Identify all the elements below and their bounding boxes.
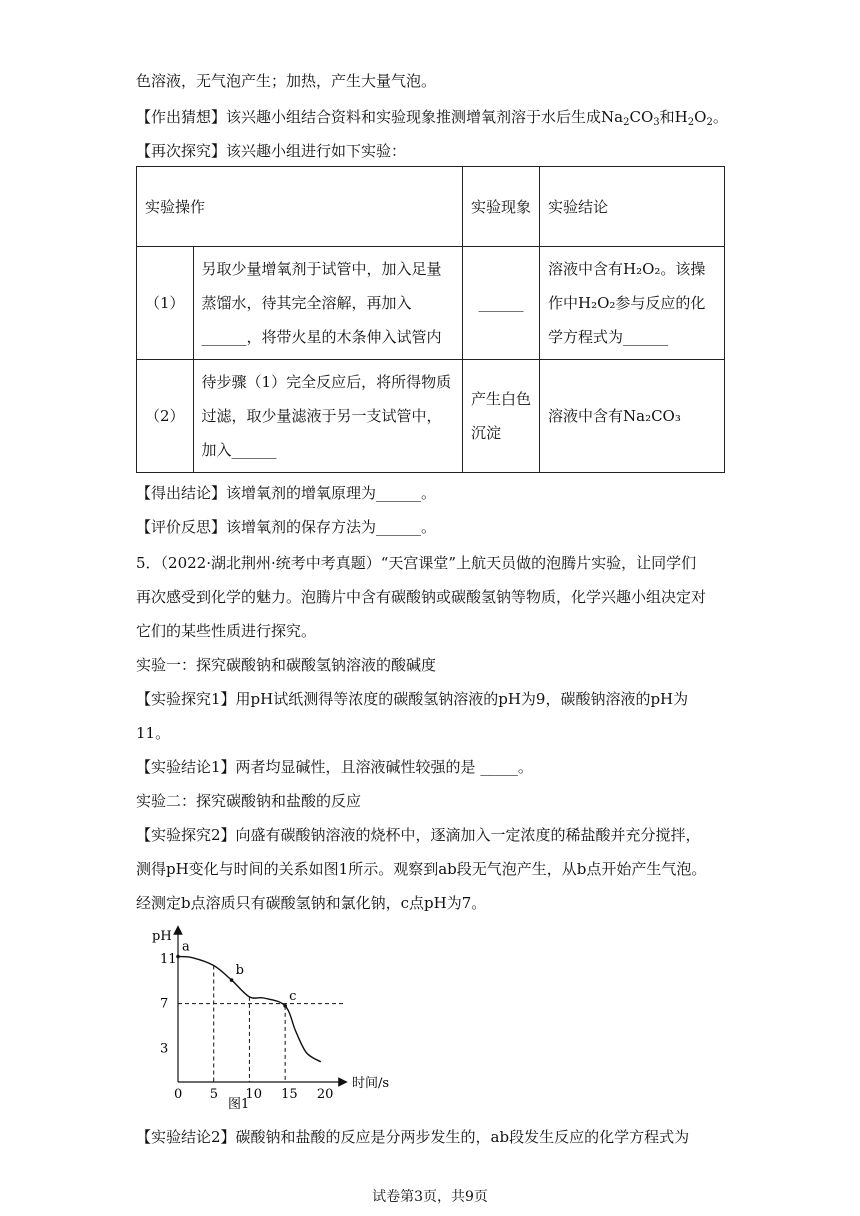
- point-label-b: b: [235, 963, 244, 979]
- y-tick-label: 7: [160, 996, 169, 1012]
- text-line: 经测定b点溶质只有碳酸氢钠和氯化钠，c点pH为7。: [136, 894, 487, 912]
- x-tick-label: 15: [281, 1087, 298, 1102]
- subscript: 3: [653, 117, 660, 128]
- question-line: 5．（2022·湖北荆州·统考中考真题）“天宫课堂”上航天员做的泡腾片实验，让同学们: [136, 554, 697, 572]
- figure-caption: 图1: [228, 1097, 250, 1112]
- point-a: [176, 955, 180, 959]
- ph-time-chart: [148, 922, 390, 1112]
- y-tick-label: 11: [160, 951, 177, 967]
- text-span: 该兴趣小组进行如下实验：: [226, 142, 407, 160]
- row-phenomenon: 产生白色沉淀: [463, 360, 540, 473]
- x-tick-label: 0: [174, 1087, 183, 1102]
- row-operation: 另取少量增氧剂于试管中，加入足量蒸馏水，待其完全溶解，再加入______，将带火星的木条伸入试管内: [193, 247, 462, 360]
- point-b: [230, 978, 234, 982]
- reflection-line: 【评价反思】该增氧剂的保存方法为______。: [136, 518, 437, 536]
- experiment-heading: 实验二：探究碳酸钠和盐酸的反应: [136, 792, 362, 810]
- chem-formula: Na: [601, 108, 624, 126]
- subscript: 2: [706, 117, 713, 128]
- text-line: 【实验结论1】两者均显碱性，且溶液碱性较强的是 _____。: [136, 758, 533, 776]
- x-ticks: [174, 1087, 333, 1102]
- explore-line: [136, 134, 728, 168]
- row-number: （1）: [137, 247, 194, 360]
- table-row: [137, 247, 725, 360]
- x-tick-label: 20: [316, 1087, 334, 1102]
- header-phenomenon: 实验现象: [463, 167, 540, 247]
- text-line: 测得pH变化与时间的关系如图1所示。观察到ab段无气泡产生，从b点开始产生气泡。: [136, 860, 707, 878]
- text-line: 【实验探究1】用pH试纸测得等浓度的碳酸氢钠溶液的pH为9，碳酸钠溶液的pH为: [136, 690, 689, 708]
- text-line: 【实验探究2】向盛有碳酸钠溶液的烧杯中，逐滴加入一定浓度的稀盐酸并充分搅拌，: [136, 826, 701, 844]
- text-line: 11。: [136, 724, 171, 742]
- row-conclusion: 溶液中含有Na₂CO₃: [540, 360, 725, 473]
- point-label-c: c: [289, 988, 297, 1004]
- text-span: 该兴趣小组结合资料和实验现象推测增氧剂溶于水后生成: [226, 108, 602, 126]
- header-operation: 实验操作: [137, 167, 463, 247]
- chem-formula: H: [674, 108, 688, 126]
- section-tag: 【再次探究】: [136, 142, 227, 160]
- experiment-table: [136, 166, 725, 473]
- x-tick-label: 5: [209, 1087, 218, 1102]
- text-line: 色溶液，无气泡产生；加热，产生大量气泡。: [136, 72, 437, 90]
- y-axis-label: pH: [152, 929, 172, 944]
- point-label-a: a: [182, 939, 190, 955]
- section-tag: 【作出猜想】: [136, 108, 227, 126]
- page-footer: 试卷第3页，共9页: [372, 1189, 488, 1205]
- chem-formula: CO: [629, 108, 654, 126]
- text-span: 。: [712, 108, 728, 126]
- row-number: （2）: [137, 360, 194, 473]
- chem-formula: O: [694, 108, 707, 126]
- subscript: 2: [687, 117, 695, 128]
- question-line: 它们的某些性质进行探究。: [136, 622, 317, 640]
- conclusion-line: 【得出结论】该增氧剂的增氧原理为______。: [136, 484, 437, 502]
- row-operation: 待步骤（1）完全反应后，将所得物质过滤，取少量滤液于另一支试管中，加入______: [193, 360, 462, 473]
- row-conclusion: 溶液中含有H₂O₂。该操作中H₂O₂参与反应的化学方程式为______: [540, 247, 725, 360]
- y-tick-label: 3: [160, 1041, 169, 1057]
- x-axis-label: 时间/s: [352, 1076, 390, 1091]
- text-line: 【实验结论2】碳酸钠和盐酸的反应是分两步发生的，ab段发生反应的化学方程式为: [136, 1128, 690, 1146]
- guide-lines: [178, 966, 343, 1082]
- text-span: 和: [659, 108, 675, 126]
- experiment-heading: 实验一：探究碳酸钠和碳酸氢钠溶液的酸碱度: [136, 656, 437, 674]
- table-row: [137, 360, 725, 473]
- question-line: 再次感受到化学的魅力。泡腾片中含有碳酸钠或碳酸氢钠等物质，化学兴趣小组决定对: [136, 588, 707, 606]
- row-phenomenon: ______: [463, 247, 540, 360]
- point-labels: [176, 940, 296, 1008]
- table-header-row: [137, 167, 725, 247]
- subscript: 2: [623, 117, 630, 128]
- x-tick-label: 10: [245, 1087, 262, 1102]
- point-c: [283, 1004, 287, 1008]
- y-ticks: [160, 952, 177, 1057]
- header-conclusion: 实验结论: [540, 167, 725, 247]
